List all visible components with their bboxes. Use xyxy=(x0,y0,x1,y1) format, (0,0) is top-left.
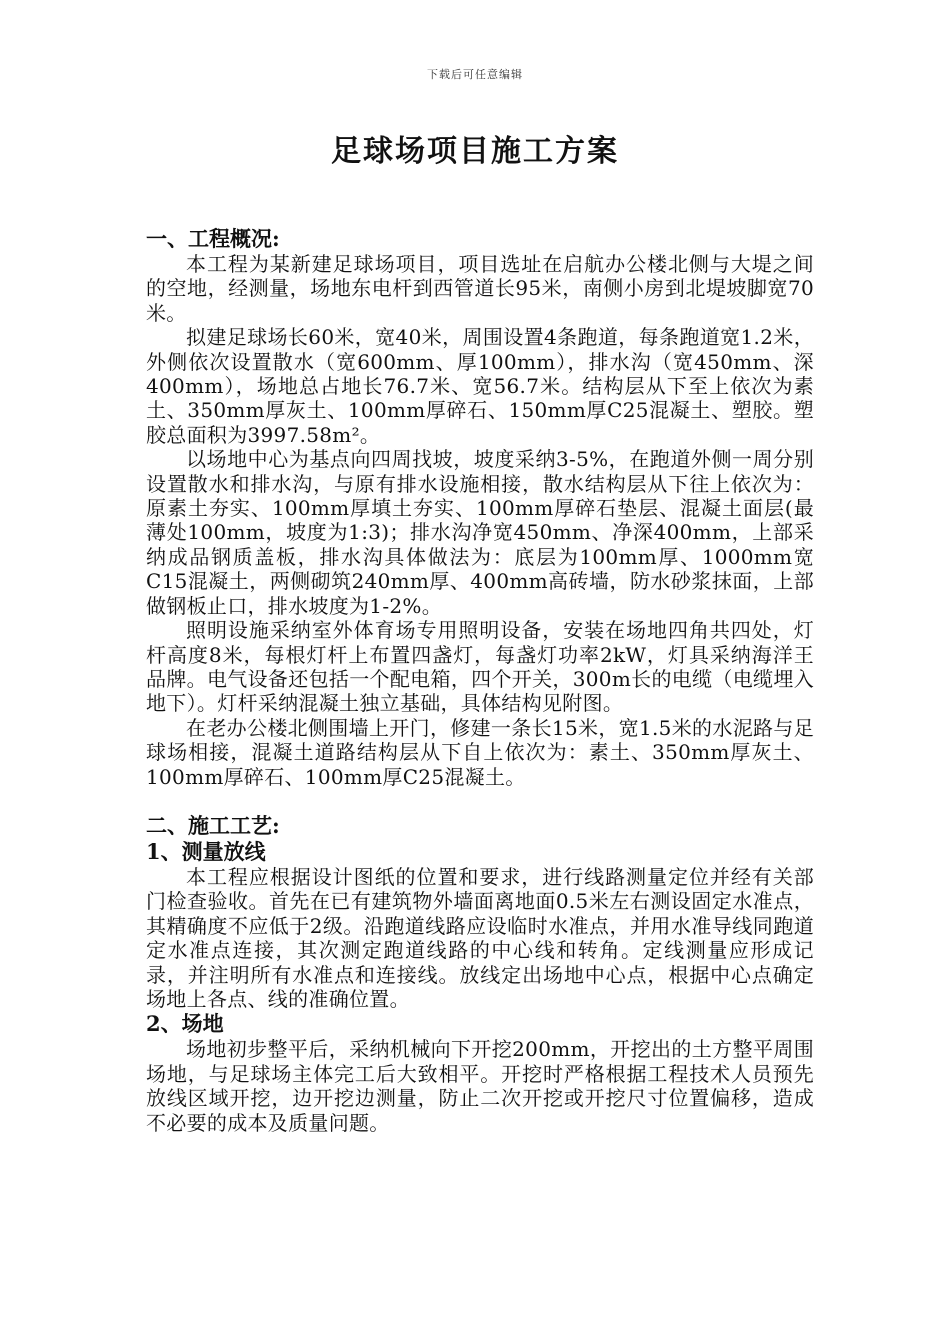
document-body xyxy=(146,226,814,1135)
document-title: 足球场项目施工方案 xyxy=(331,134,619,169)
section-1-heading: 一、工程概况: xyxy=(146,226,280,251)
section-1-paragraph-4: 照明设施采纳室外体育场专用照明设备，安装在场地四角共四处，灯杆高度8米，每根灯杆上布置四盏灯，每盏灯功率2kW，灯具采纳海洋王品牌。电气设备还包括一个配电箱，四个开关，300m长的电缆（电缆埋入地下）。灯杆采纳混凝土独立基础，具体结构见附图。 xyxy=(146,618,814,716)
section-1-paragraph-5: 在老办公楼北侧围墙上开门，修建一条长15米，宽1.5米的水泥路与足球场相接，混凝土道路结构层从下自上依次为：素土、350mm厚灰土、100mm厚碎石、100mm厚C25混凝土。 xyxy=(146,715,814,789)
subsection-1-paragraph: 本工程应根据设计图纸的位置和要求，进行线路测量定位并经有关部门检查验收。首先在已有建筑物外墙面离地面0.5米左右测设固定水准点，其精确度不应低于2级。沿跑道线路应设临时水准点，并用水准导线同跑道定水准点连接，其次测定跑道线路的中心线和转角。定线测量应形成记录，并注明所有水准点和连接线。放线定出场地中心点，根据中心点确定场地上各点、线的准确位置。 xyxy=(146,864,814,1011)
section-2-heading: 二、施工工艺: xyxy=(146,812,280,838)
section-gap xyxy=(146,789,814,813)
section-1-paragraph-2: 拟建足球场长60米，宽40米，周围设置4条跑道，每条跑道宽1.2米，外侧依次设置散水（宽600mm、厚100mm），排水沟（宽450mm、深400mm），场地总占地长76.7米、宽56.7米。结构层从下至上依次为素土、350mm厚灰土、100mm厚碎石、150mm厚C25混凝土、塑胶。塑胶总面积为3997.58m²。 xyxy=(146,325,814,447)
section-1-paragraph-3: 以场地中心为基点向四周找坡，坡度采纳3-5%，在跑道外侧一周分别设置散水和排水沟，与原有排水设施相接，散水结构层从下往上依次为：原素土夯实、100mm厚填土夯实、100mm厚碎石垫层、混凝土面层(最薄处100mm，坡度为1:3)；排水沟净宽450mm、净深400mm，上部采纳成品钢质盖板，排水沟具体做法为：底层为100mm厚、1000mm宽C15混凝土，两侧砌筑240mm厚、400mm高砖墙，防水砂浆抹面，上部做钢板止口，排水坡度为1-2%。 xyxy=(146,447,814,618)
subsection-2-paragraph: 场地初步整平后，采纳机械向下开挖200mm，开挖出的土方整平周围场地，与足球场主体完工后大致相平。开挖时严格根据工程技术人员预先放线区域开挖，边开挖边测量，防止二次开挖或开挖尺寸位置偏移，造成不必要的成本及质量问题。 xyxy=(146,1037,814,1135)
section-1-paragraph-1: 本工程为某新建足球场项目，项目选址在启航办公楼北侧与大堤之间的空地，经测量，场地东电杆到西管道长95米，南侧小房到北堤坡脚宽70米。 xyxy=(146,252,814,325)
subsection-2-heading: 2、场地 xyxy=(146,1011,224,1037)
header-note: 下载后可任意编辑 xyxy=(427,68,523,81)
subsection-1-heading: 1、测量放线 xyxy=(146,838,266,864)
